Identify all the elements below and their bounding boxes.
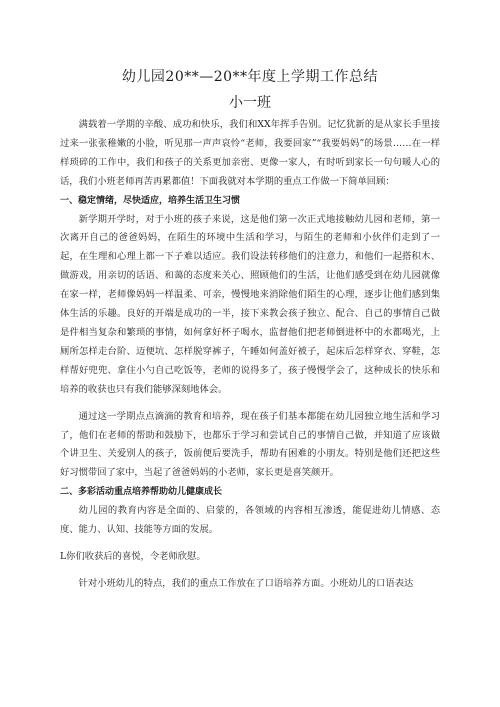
section-1-paragraph-2: 通过这一学期点点滴滴的教育和培养，现在孩子们基本都能在幼儿园独立地生活和学习了，他们在老师的帮助和鼓励下，也都乐于学习和尝试自己的事情自己做，并知道了应该做个讲卫生、关爱别人的孩子，饭前便后要洗手，帮助有困难的小朋友。特别是他们还把这些好习惯带回了家中，当起了爸爸妈妈的小老师，家长更是喜笑颜开。	[60, 410, 440, 479]
intro-paragraph: 满载着一学期的辛酸、成功和快乐，我们和XX年挥手告别。记忆犹新的是从家长手里接过来一张张稚嫩的小脸，听见那一声声哀怜“老师，我要回家”“我要妈妈”的场景……在一样样琐碎的工作中，我们和孩子的关系更加亲密、更像一家人，有时听到家长一句句暖人心的话，我们小班老师再苦再累都值！下面我就对本学期的重点工作做一下简单回顾：	[60, 119, 440, 187]
document-subtitle: 小一班	[229, 95, 271, 111]
section-heading-1: 一、稳定情绪，尽快适应，培养生活卫生习惯	[60, 195, 241, 206]
section-2-paragraph-3: 针对小班幼儿的特点，我们的重点工作放在了口语培养方面。小班幼儿的口语表达	[78, 577, 414, 589]
section-1-paragraph-1: 新学期开学时，对于小班的孩子来说，这是他们第一次正式地接触幼儿园和老师，第一次离开自己的爸爸妈妈，在陌生的环境中生活和学习，与陌生的老师和小伙伴们走到了一起，在生理和心理上都一下子难以适应。我们设法转移他们的注意力，和他们一起搭积木、做游戏，用亲切的话语、和蔼的态度来关心、照顾他们的生活，让他们感受到在幼儿园就像在家一样，老师像妈妈一样温柔、可亲，慢慢地来消除他们陌生的心理，逐步让他们感到集体生活的乐趣。良好的开端是成功的一半，接下来教会孩子独立、配合、自己的事情自己做是件相当复杂和繁琐的事情，如何拿好杯子喝水，监督他们把老师倒进杯中的水都喝光，上厕所怎样走台阶、迈便坑、怎样脱穿裤子，午睡如何盖好被子，起床后怎样穿衣、穿鞋，怎样帮好兜兜、拿住小勺自己吃饭等，老师的说得多了，孩子慢慢学会了，这种成长的快乐和培养的收获也只有我们能够深刻地体会。	[60, 213, 440, 395]
document-title: 幼儿园20**—20**年度上学期工作总结	[121, 69, 379, 85]
section-2-paragraph-2: L你们收获后的喜悦，令老师欣慰。	[60, 550, 206, 562]
section-2-paragraph-1: 幼儿园的教育内容是全面的、启蒙的，各领域的内容相互渗透，能促进幼儿情感、态度、能力、认知、技能等方面的发展。	[60, 505, 440, 536]
document-body	[60, 116, 440, 594]
section-heading-2: 二、多彩活动重点培养帮助幼儿健康成长	[60, 487, 223, 498]
